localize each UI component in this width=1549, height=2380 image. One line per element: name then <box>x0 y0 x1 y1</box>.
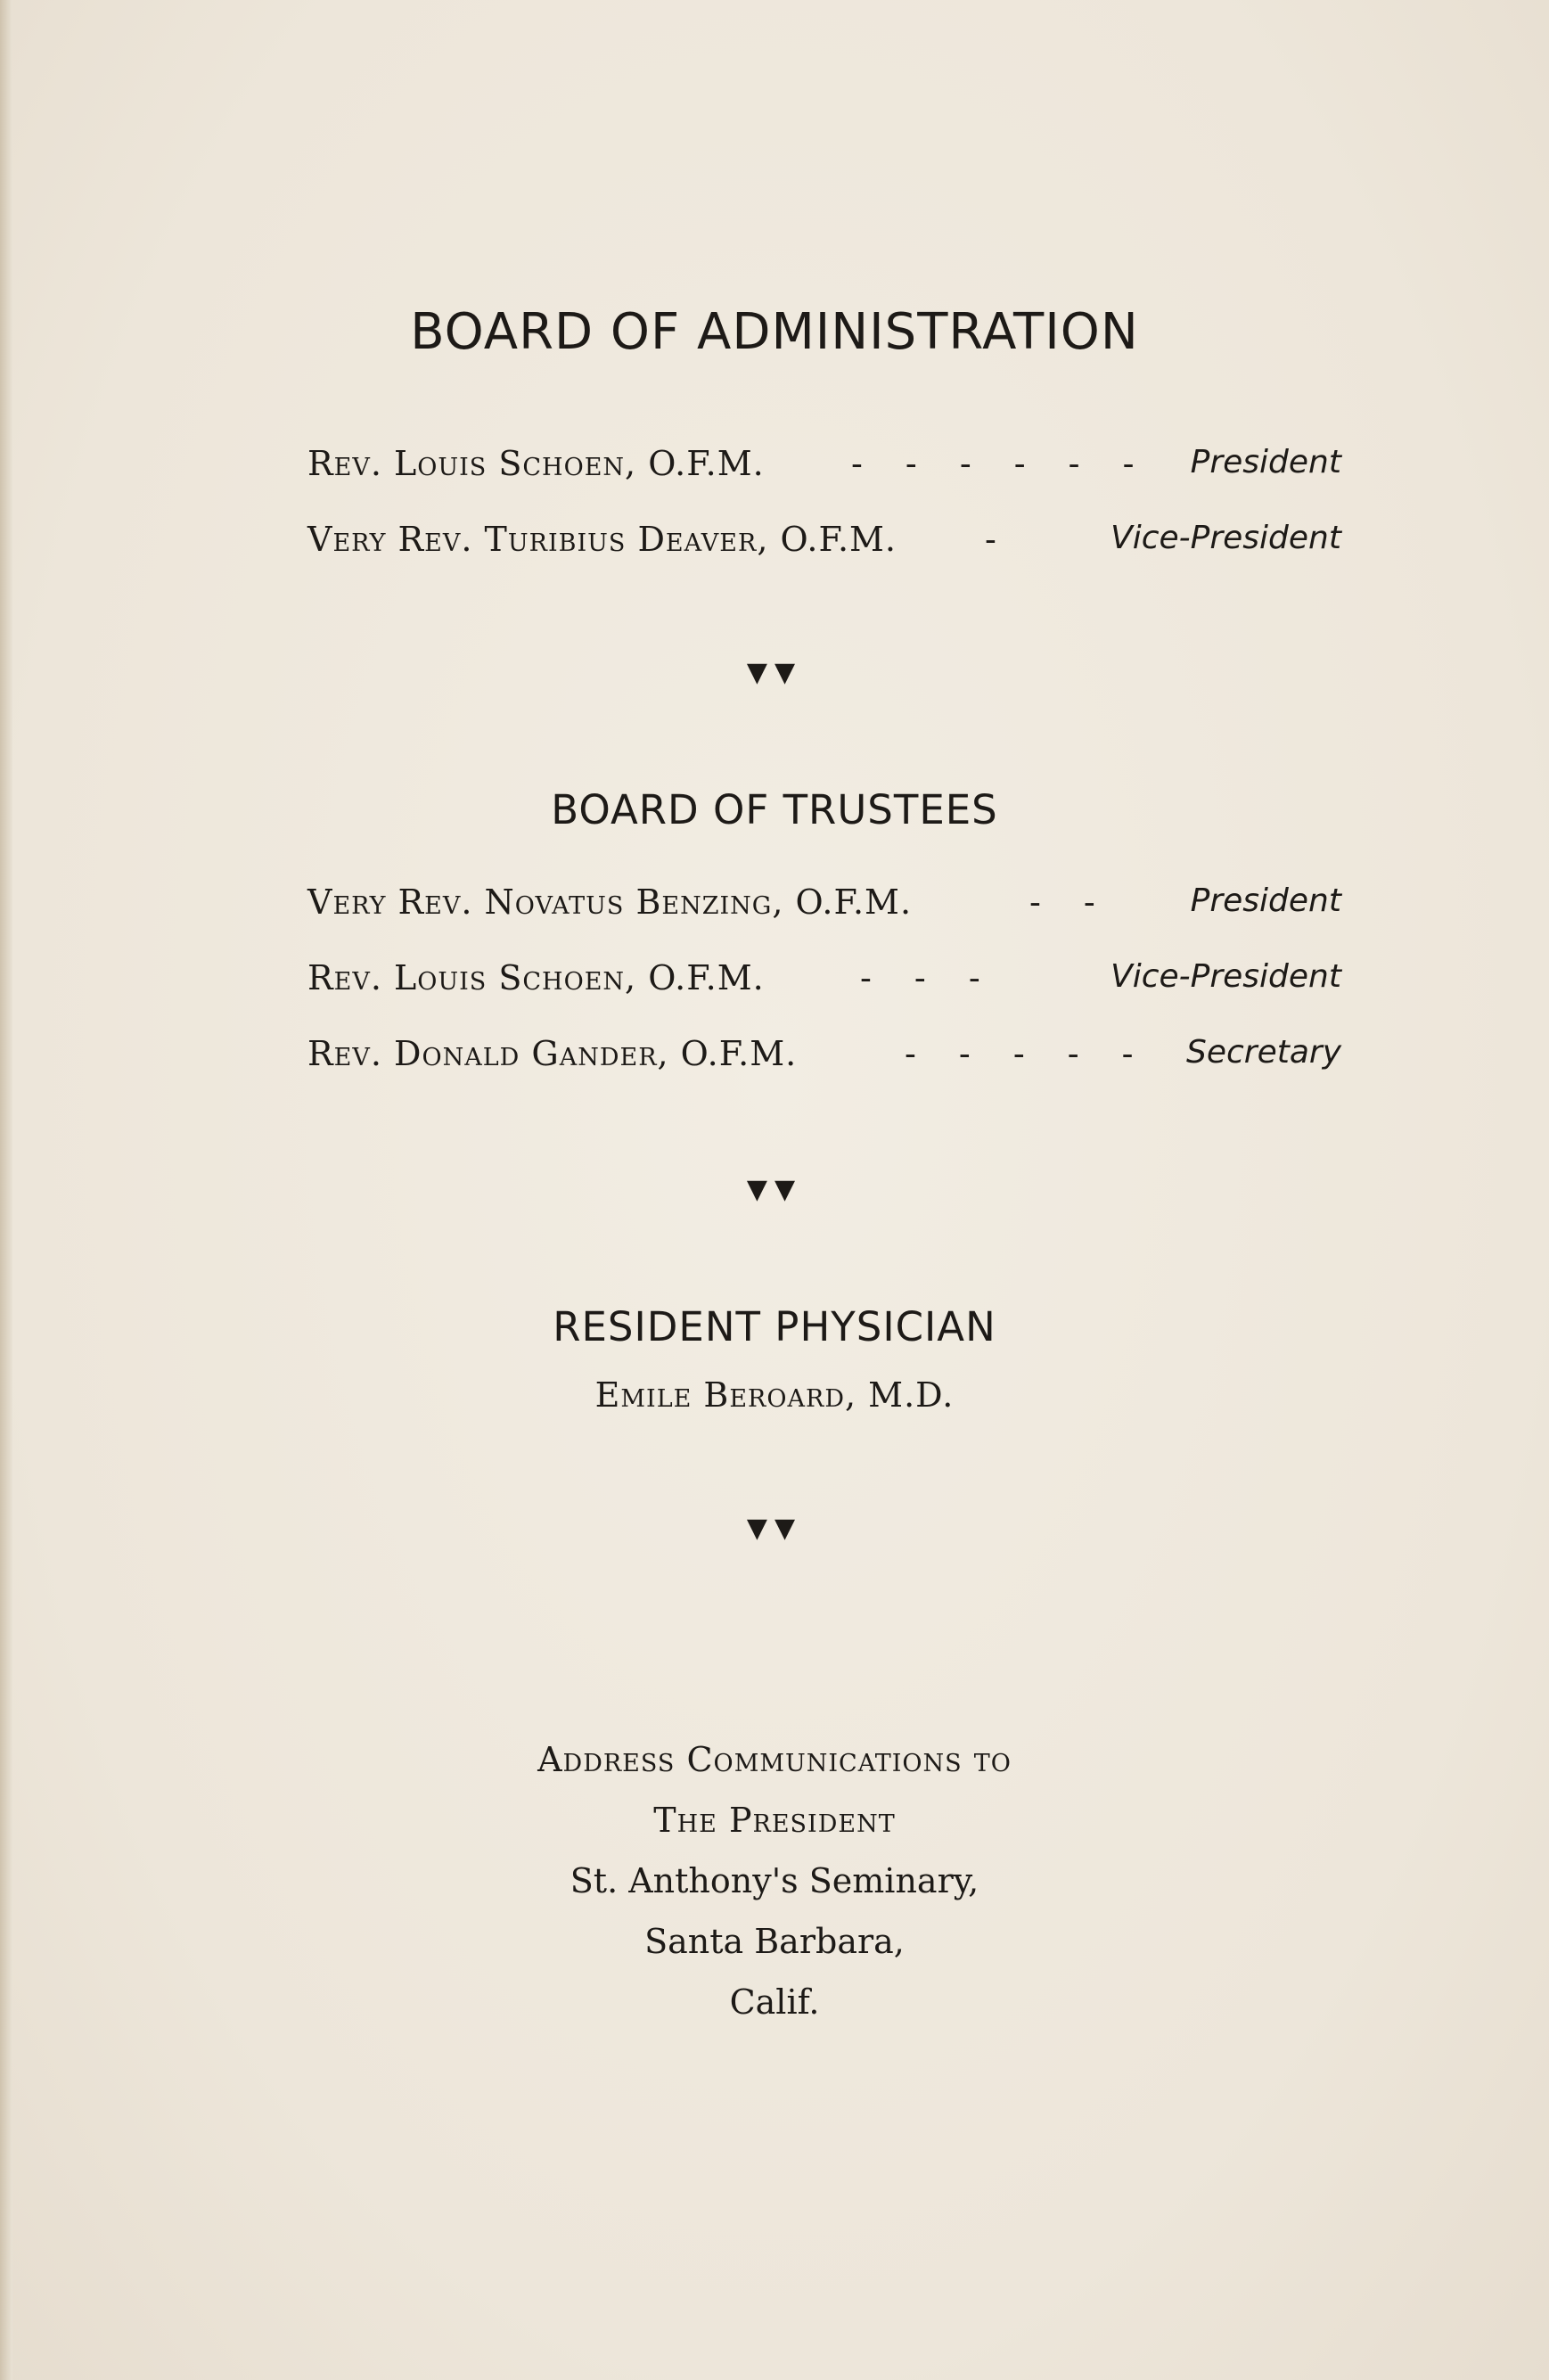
section-divider: ▼▼ <box>746 657 803 688</box>
address-line: St. Anthony's Seminary, <box>570 1861 979 1900</box>
trustee-member-row <box>307 1034 1341 1087</box>
trustee-member-row <box>307 882 1341 936</box>
member-name: Rev. Donald Gander, O.F.M. <box>307 1034 798 1073</box>
section-divider: ▼▼ <box>746 1513 803 1544</box>
member-role: President <box>1190 882 1341 919</box>
member-role: Secretary <box>1185 1034 1341 1071</box>
board-of-administration-heading: BOARD OF ADMINISTRATION <box>410 303 1139 361</box>
leader-dashes: - - - <box>860 958 996 997</box>
leader-dashes: - - - - - <box>905 1034 1150 1073</box>
member-role: Vice-President <box>1111 520 1341 556</box>
physician-name: Emile Beroard, M.D. <box>594 1375 955 1415</box>
resident-physician-heading: RESIDENT PHYSICIAN <box>553 1303 996 1350</box>
address-line: Santa Barbara, <box>644 1922 905 1961</box>
board-of-trustees-heading: BOARD OF TRUSTEES <box>551 786 998 833</box>
leader-dashes: - - - - - - <box>851 444 1151 483</box>
member-name: Very Rev. Turibius Deaver, O.F.M. <box>307 520 897 559</box>
member-role: President <box>1190 444 1341 480</box>
address-line: Calif. <box>729 1982 820 2022</box>
leader-dashes: - - <box>1029 882 1111 922</box>
section-divider: ▼▼ <box>746 1174 803 1205</box>
member-name: Rev. Louis Schoen, O.F.M. <box>307 444 765 483</box>
admin-member-row <box>307 520 1341 573</box>
member-name: Very Rev. Novatus Benzing, O.F.M. <box>307 882 913 922</box>
address-line: Address Communications to <box>537 1740 1012 1779</box>
admin-member-row <box>307 444 1341 497</box>
address-line: The President <box>653 1801 896 1840</box>
member-role: Vice-President <box>1111 958 1341 995</box>
leader-dashes: - <box>985 520 1012 559</box>
member-name: Rev. Louis Schoen, O.F.M. <box>307 958 765 997</box>
trustee-member-row <box>307 958 1341 1012</box>
